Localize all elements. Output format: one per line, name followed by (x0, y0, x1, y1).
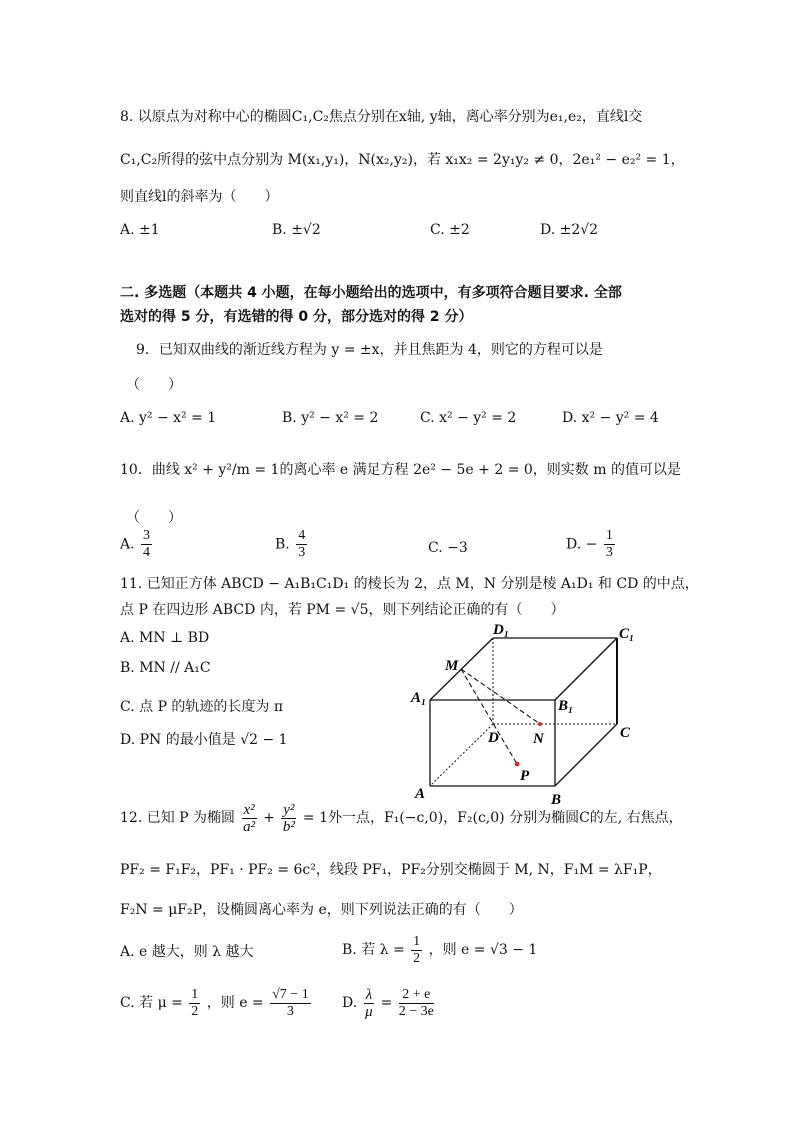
label-a1: A₁ (411, 690, 427, 706)
q8-option-c: C. ±2 (430, 222, 470, 238)
q10-option-a: A. $\frac{3}{4}$ (120, 528, 151, 560)
q10-option-a-fraction: $\frac{3}{4}$ (143, 528, 151, 560)
q10-option-b: B. $\frac{4}{3}$ (275, 528, 306, 560)
q10-option-d: D. − $\frac{1}{3}$ (566, 528, 613, 560)
section2-heading-line1: 二. 多选题（本题共 4 小题，在每小题给出的选项中，有多项符合题目要求. 全部 (120, 285, 622, 301)
q12-option-c-fraction2: $\frac{√7 - 1}{3}$ (272, 986, 309, 1019)
q12-option-c-fraction: $\frac{1}{2}$ (191, 986, 199, 1019)
q12-line1: 12. 已知 P 为椭圆 $\frac{\text{x²}}{\text{a²}}$ + $\frac{\text{y²}}{\text{b²}}$ = 1外一点，F₁(−c,0)，F₂(c,0) 分别为椭圆C的左, 右焦点， (120, 801, 683, 835)
q9-option-a: A. y² − x² = 1 (120, 410, 217, 426)
segment-mp (461, 669, 517, 764)
q9-line2: （ ） (126, 377, 182, 393)
q12-option-a: A. e 越大，则 λ 越大 (120, 944, 254, 960)
q11-option-a: A. MN ⊥ BD (120, 630, 210, 646)
q10-option-d-fraction: $\frac{1}{3}$ (605, 528, 613, 560)
label-d: D (488, 730, 499, 746)
q9-option-d: D. x² − y² = 4 (562, 410, 659, 426)
q12-option-d-fraction1: $\frac{\lambda}{\mu}$ (365, 986, 373, 1020)
label-c1: C₁ (619, 626, 635, 642)
q8-line1: 8. 以原点为对称中心的椭圆C₁,C₂焦点分别在x轴, y轴，离心率分别为e₁,e₂，直线l交 (120, 109, 643, 125)
segment-mn (461, 669, 540, 724)
q8-option-d: D. ±2√2 (540, 222, 599, 238)
q8-line2: C₁,C₂所得的弦中点分别为 M(x₁,y₁)，N(x₂,y₂)，若 x₁x₂ = 2y₁y₂ ≠ 0，2e₁² − e₂² = 1， (120, 152, 685, 168)
q8-option-b: B. ±√2 (272, 222, 321, 238)
q12-option-b-fraction: $\frac{1}{2}$ (413, 933, 421, 966)
label-p: P (520, 768, 530, 784)
label-b1: B₁ (558, 698, 574, 714)
q11-line2: 点 P 在四边形 ABCD 内，若 PM = √5，则下列结论正确的有（ ） (120, 602, 565, 618)
q11-option-c: C. 点 P 的轨迹的长度为 π (120, 699, 284, 715)
edge-bc (555, 724, 617, 786)
q12-frac-y: $\frac{\text{y²}}{\text{b²}}$ (282, 801, 295, 835)
point-p (515, 762, 520, 767)
label-c: C (620, 725, 631, 741)
point-n (538, 722, 542, 726)
label-d1: D₁ (493, 622, 510, 638)
q12-option-d: D. $\frac{\lambda}{\mu}$ = $\frac{2 + e}{2 - 3e}$ (342, 986, 434, 1020)
q12-option-c: C. 若 μ = $\frac{1}{2}$ ，则 e = $\frac{√7 - 1}{3}$ (120, 986, 309, 1019)
q12-option-b: B. 若 λ = $\frac{1}{2}$ ，则 e = √3 − 1 (342, 933, 538, 966)
edge-b1c1 (555, 638, 617, 700)
edge-da-hidden (430, 724, 493, 786)
cube-figure (405, 618, 645, 808)
q10-option-c: C. −3 (428, 540, 468, 556)
q9-option-c: C. x² − y² = 2 (420, 410, 517, 426)
q12-frac-x: $\frac{\text{x²}}{\text{a²}}$ (243, 801, 256, 835)
label-a: A (415, 786, 426, 802)
q9-option-b: B. y² − x² = 2 (282, 410, 379, 426)
q11-option-b: B. MN // A₁C (120, 660, 211, 676)
q10-option-b-fraction: $\frac{4}{3}$ (298, 528, 306, 560)
section2-heading-line2: 选对的得 5 分，有选错的得 0 分，部分选对的得 2 分） (120, 309, 473, 325)
label-b: B (551, 792, 562, 808)
q10-line1: 10．曲线 x² + y²/m = 1的离心率 e 满足方程 2e² − 5e + 2 = 0，则实数 m 的值可以是 (120, 462, 681, 478)
label-n: N (533, 731, 544, 747)
q8-option-a: A. ±1 (120, 222, 160, 238)
q12-line2: PF₂ = F₁F₂，PF₁ · PF₂ = 6c²，线段 PF₁，PF₂分别交椭圆于 M, N，F₁M = λF₁P， (120, 862, 662, 878)
q10-line2: （ ） (126, 510, 182, 526)
q11-option-d: D. PN 的最小值是 √2 − 1 (120, 732, 288, 748)
q12-option-d-fraction2: $\frac{2 + e}{2 - 3e}$ (398, 986, 434, 1019)
label-m: M (445, 658, 459, 674)
q11-line1: 11. 已知正方体 ABCD − A₁B₁C₁D₁ 的棱长为 2，点 M，N 分别是棱 A₁D₁ 和 CD 的中点， (120, 576, 699, 592)
q12-line3: F₂N = μF₂P，设椭圆离心率为 e，则下列说法正确的有（ ） (120, 902, 523, 918)
q8-line3: 则直线l的斜率为（ ） (120, 189, 279, 205)
q9-line1: 9．已知双曲线的渐近线方程为 y = ±x，并且焦距为 4，则它的方程可以是 (136, 342, 603, 358)
